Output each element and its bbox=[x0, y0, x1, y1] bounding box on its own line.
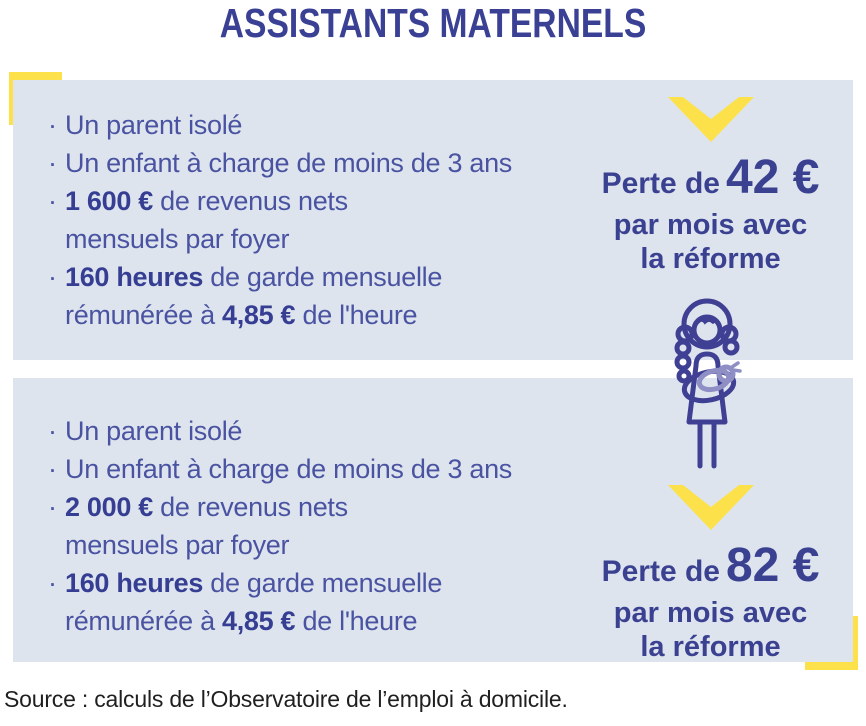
list-item-text: de revenus nets bbox=[152, 492, 348, 522]
bullet-list bbox=[48, 106, 512, 334]
emphasis-text: 4,85 € bbox=[222, 606, 296, 636]
loss-callout bbox=[558, 97, 863, 276]
list-item bbox=[48, 488, 512, 526]
list-item-text: mensuels par foyer bbox=[65, 224, 290, 254]
bullet-dot-icon: · bbox=[48, 568, 57, 598]
loss-prefix: Perte de bbox=[601, 555, 720, 588]
list-item-text: Un enfant à charge de moins de 3 ans bbox=[65, 454, 513, 484]
bullet-dot-icon: · bbox=[48, 492, 57, 522]
bullet-dot-icon: · bbox=[48, 262, 57, 292]
bullet-dot-icon: · bbox=[48, 416, 57, 446]
loss-text: par mois avec bbox=[613, 597, 808, 629]
list-item bbox=[48, 412, 512, 450]
list-item-continuation bbox=[48, 602, 512, 640]
list-item bbox=[48, 182, 512, 220]
loss-text: la réforme bbox=[640, 243, 781, 275]
loss-text: la réforme bbox=[640, 631, 781, 663]
list-item bbox=[48, 564, 512, 602]
list-item-text: de garde mensuelle bbox=[203, 568, 443, 598]
emphasis-text: 4,85 € bbox=[222, 300, 296, 330]
emphasis-text: 1 600 € bbox=[65, 186, 153, 216]
loss-amount: 82 € bbox=[725, 539, 820, 592]
source-note: Source : calculs de l’Observatoire de l’emploi à domicile. bbox=[4, 686, 568, 712]
list-item-text: de l'heure bbox=[295, 300, 418, 330]
emphasis-text: 160 heures bbox=[65, 568, 204, 598]
list-item-continuation bbox=[48, 526, 512, 564]
list-item-text: Un enfant à charge de moins de 3 ans bbox=[65, 148, 513, 178]
bullet-dot-icon: · bbox=[48, 454, 57, 484]
chevron-down-icon bbox=[668, 97, 754, 142]
bullet-dot-icon: · bbox=[48, 148, 57, 178]
list-item-text: rémunérée à bbox=[65, 300, 222, 330]
loss-headline bbox=[558, 539, 863, 596]
emphasis-text: 2 000 € bbox=[65, 492, 153, 522]
list-item-text: de garde mensuelle bbox=[203, 262, 443, 292]
bullet-dot-icon: · bbox=[48, 110, 57, 140]
loss-headline bbox=[558, 151, 863, 208]
loss-amount: 42 € bbox=[725, 151, 820, 204]
list-item bbox=[48, 450, 512, 488]
list-item bbox=[48, 258, 512, 296]
page-title: ASSISTANTS MATERNELS bbox=[219, 0, 647, 46]
list-item-text: mensuels par foyer bbox=[65, 530, 290, 560]
list-item-text: Un parent isolé bbox=[65, 110, 243, 140]
list-item-text: de revenus nets bbox=[152, 186, 348, 216]
caregiver-with-baby-icon bbox=[660, 290, 754, 470]
list-item bbox=[48, 106, 512, 144]
list-item bbox=[48, 144, 512, 182]
list-item-continuation bbox=[48, 296, 512, 334]
loss-prefix: Perte de bbox=[601, 167, 720, 200]
loss-callout bbox=[558, 485, 863, 664]
bullet-list bbox=[48, 412, 512, 640]
bullet-dot-icon: · bbox=[48, 186, 57, 216]
list-item-text: de l'heure bbox=[295, 606, 418, 636]
emphasis-text: 160 heures bbox=[65, 262, 204, 292]
chevron-down-icon bbox=[668, 485, 754, 530]
list-item-text: rémunérée à bbox=[65, 606, 222, 636]
loss-text: par mois avec bbox=[613, 209, 808, 241]
list-item-continuation bbox=[48, 220, 512, 258]
list-item-text: Un parent isolé bbox=[65, 416, 243, 446]
